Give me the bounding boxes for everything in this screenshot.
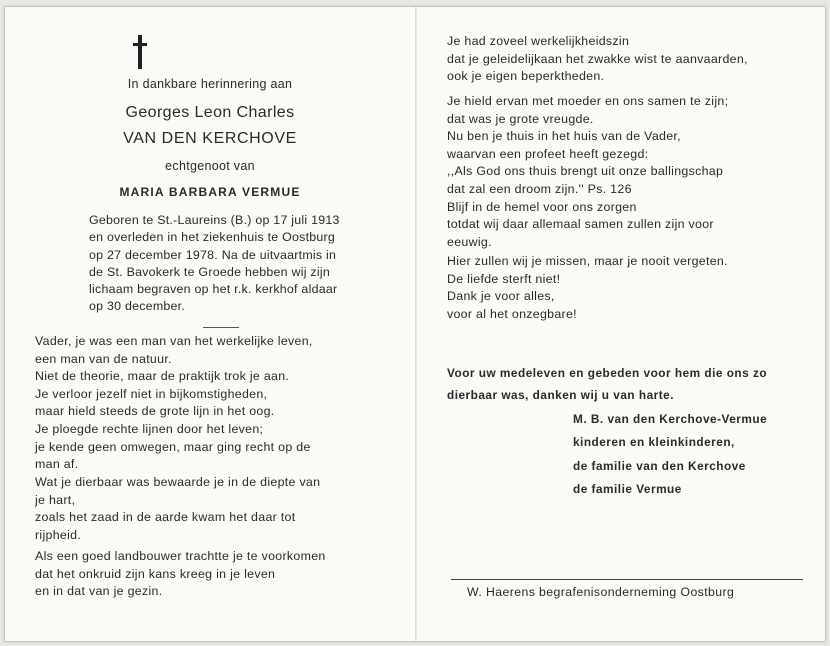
poem-line: rijpheid. — [35, 527, 82, 542]
bio-line: op 30 december. — [89, 299, 186, 314]
signature-line: kinderen en kleinkinderen, — [573, 435, 735, 450]
footer-divider — [451, 579, 803, 580]
poem-line: Vader, je was een man van het werkelijke leven, — [35, 334, 313, 348]
memorial-card — [4, 6, 826, 642]
poem-line: Dank je voor alles, — [447, 289, 555, 304]
spouse-name: MARIA BARBARA VERMUE — [119, 185, 301, 199]
poem-line: Hier zullen wij je missen, maar je nooit vergeten. — [447, 254, 728, 268]
biography — [89, 212, 393, 316]
deceased-first-names: Georges Leon Charles — [125, 104, 295, 121]
poem-line: en in dat van je gezin. — [35, 584, 163, 599]
poem-stanza-1 — [35, 333, 313, 474]
poem-line: je hart, — [35, 492, 76, 507]
thanks-line: dierbaar was, danken wij u van harte. — [447, 388, 674, 402]
poem-line: waarvan een profeet heeft gezegd: — [447, 146, 649, 161]
poem-stanza-2 — [35, 474, 320, 544]
poem-stanza-3 — [35, 548, 326, 601]
poem-line: Wat je dierbaar was bewaarde je in de diepte van — [35, 475, 321, 489]
right-stanza-1 — [447, 33, 748, 86]
left-page — [5, 7, 415, 641]
divider — [203, 327, 239, 328]
right-stanza-3 — [447, 253, 728, 323]
right-stanza-2 — [447, 93, 728, 251]
deceased-surname: VAN DEN KERCHOVE — [123, 130, 297, 147]
poem-line: dat zal een droom zijn.'' Ps. 126 — [447, 181, 632, 196]
thanks-line: Voor uw medeleven en gebeden voor hem die ons zo — [447, 366, 768, 380]
poem-line: totdat wij daar allemaal samen zullen zijn voor — [447, 217, 714, 232]
poem-line: maar hield steeds de grote lijn in het oog. — [35, 404, 275, 419]
poem-line: dat was je grote vreugde. — [447, 111, 594, 126]
poem-line: dat het onkruid zijn kans kreeg in je leven — [35, 566, 276, 581]
poem-line: Je hield ervan met moeder en ons samen te zijn; — [447, 94, 729, 108]
bio-line: lichaam begraven op het r.k. kerkhof aldaar — [89, 282, 338, 297]
poem-line: zoals het zaad in de aarde kwam het daar tot — [35, 510, 296, 525]
signature-line: de familie Vermue — [573, 481, 682, 496]
bio-line: de St. Bavokerk te Groede hebben wij zijn — [89, 264, 330, 279]
right-page — [417, 7, 825, 641]
intro-text: In dankbare herinnering aan — [127, 77, 293, 91]
bio-line: en overleden in het ziekenhuis te Oostburg — [89, 230, 336, 245]
signature-line: M. B. van den Kerchove-Vermue — [573, 412, 768, 426]
poem-line: Als een goed landbouwer trachtte je te voorkomen — [35, 549, 326, 563]
poem-line: eeuwig. — [447, 234, 492, 249]
family-signatures — [573, 408, 767, 501]
poem-line: Je ploegde rechte lijnen door het leven; — [35, 421, 264, 436]
bio-line: Geboren te St.-Laureins (B.) op 17 juli 1913 — [89, 213, 340, 227]
poem-line: man af. — [35, 457, 79, 472]
poem-line: dat je geleidelijkaan het zwakke wist te aanvaarden, — [447, 51, 748, 66]
funeral-home-credit: W. Haerens begrafenisonderneming Oostburg — [467, 585, 735, 599]
spouse-label: echtgenoot van — [165, 159, 255, 173]
bio-line: op 27 december 1978. Na de uitvaartmis in — [89, 247, 337, 262]
poem-line: De liefde sterft niet! — [447, 271, 561, 286]
poem-line: voor al het onzegbare! — [447, 306, 577, 321]
poem-line: Blijf in de hemel voor ons zorgen — [447, 199, 637, 214]
poem-line: Nu ben je thuis in het huis van de Vader, — [447, 129, 681, 144]
poem-line: een man van de natuur. — [35, 351, 172, 366]
poem-line: ook je eigen beperktheden. — [447, 69, 605, 84]
poem-line: Niet de theorie, maar de praktijk trok je aan. — [35, 369, 290, 384]
poem-line: ,,Als God ons thuis brengt uit onze ballingschap — [447, 164, 724, 179]
cross-icon — [133, 35, 147, 69]
poem-line: Je verloor jezelf niet in bijkomstigheden, — [35, 386, 268, 401]
poem-line: je kende geen omwegen, maar ging recht op de — [35, 439, 311, 454]
signature-line: de familie van den Kerchove — [573, 458, 746, 473]
poem-line: Je had zoveel werkelijkheidszin — [447, 34, 630, 48]
thanks-message — [447, 362, 767, 406]
